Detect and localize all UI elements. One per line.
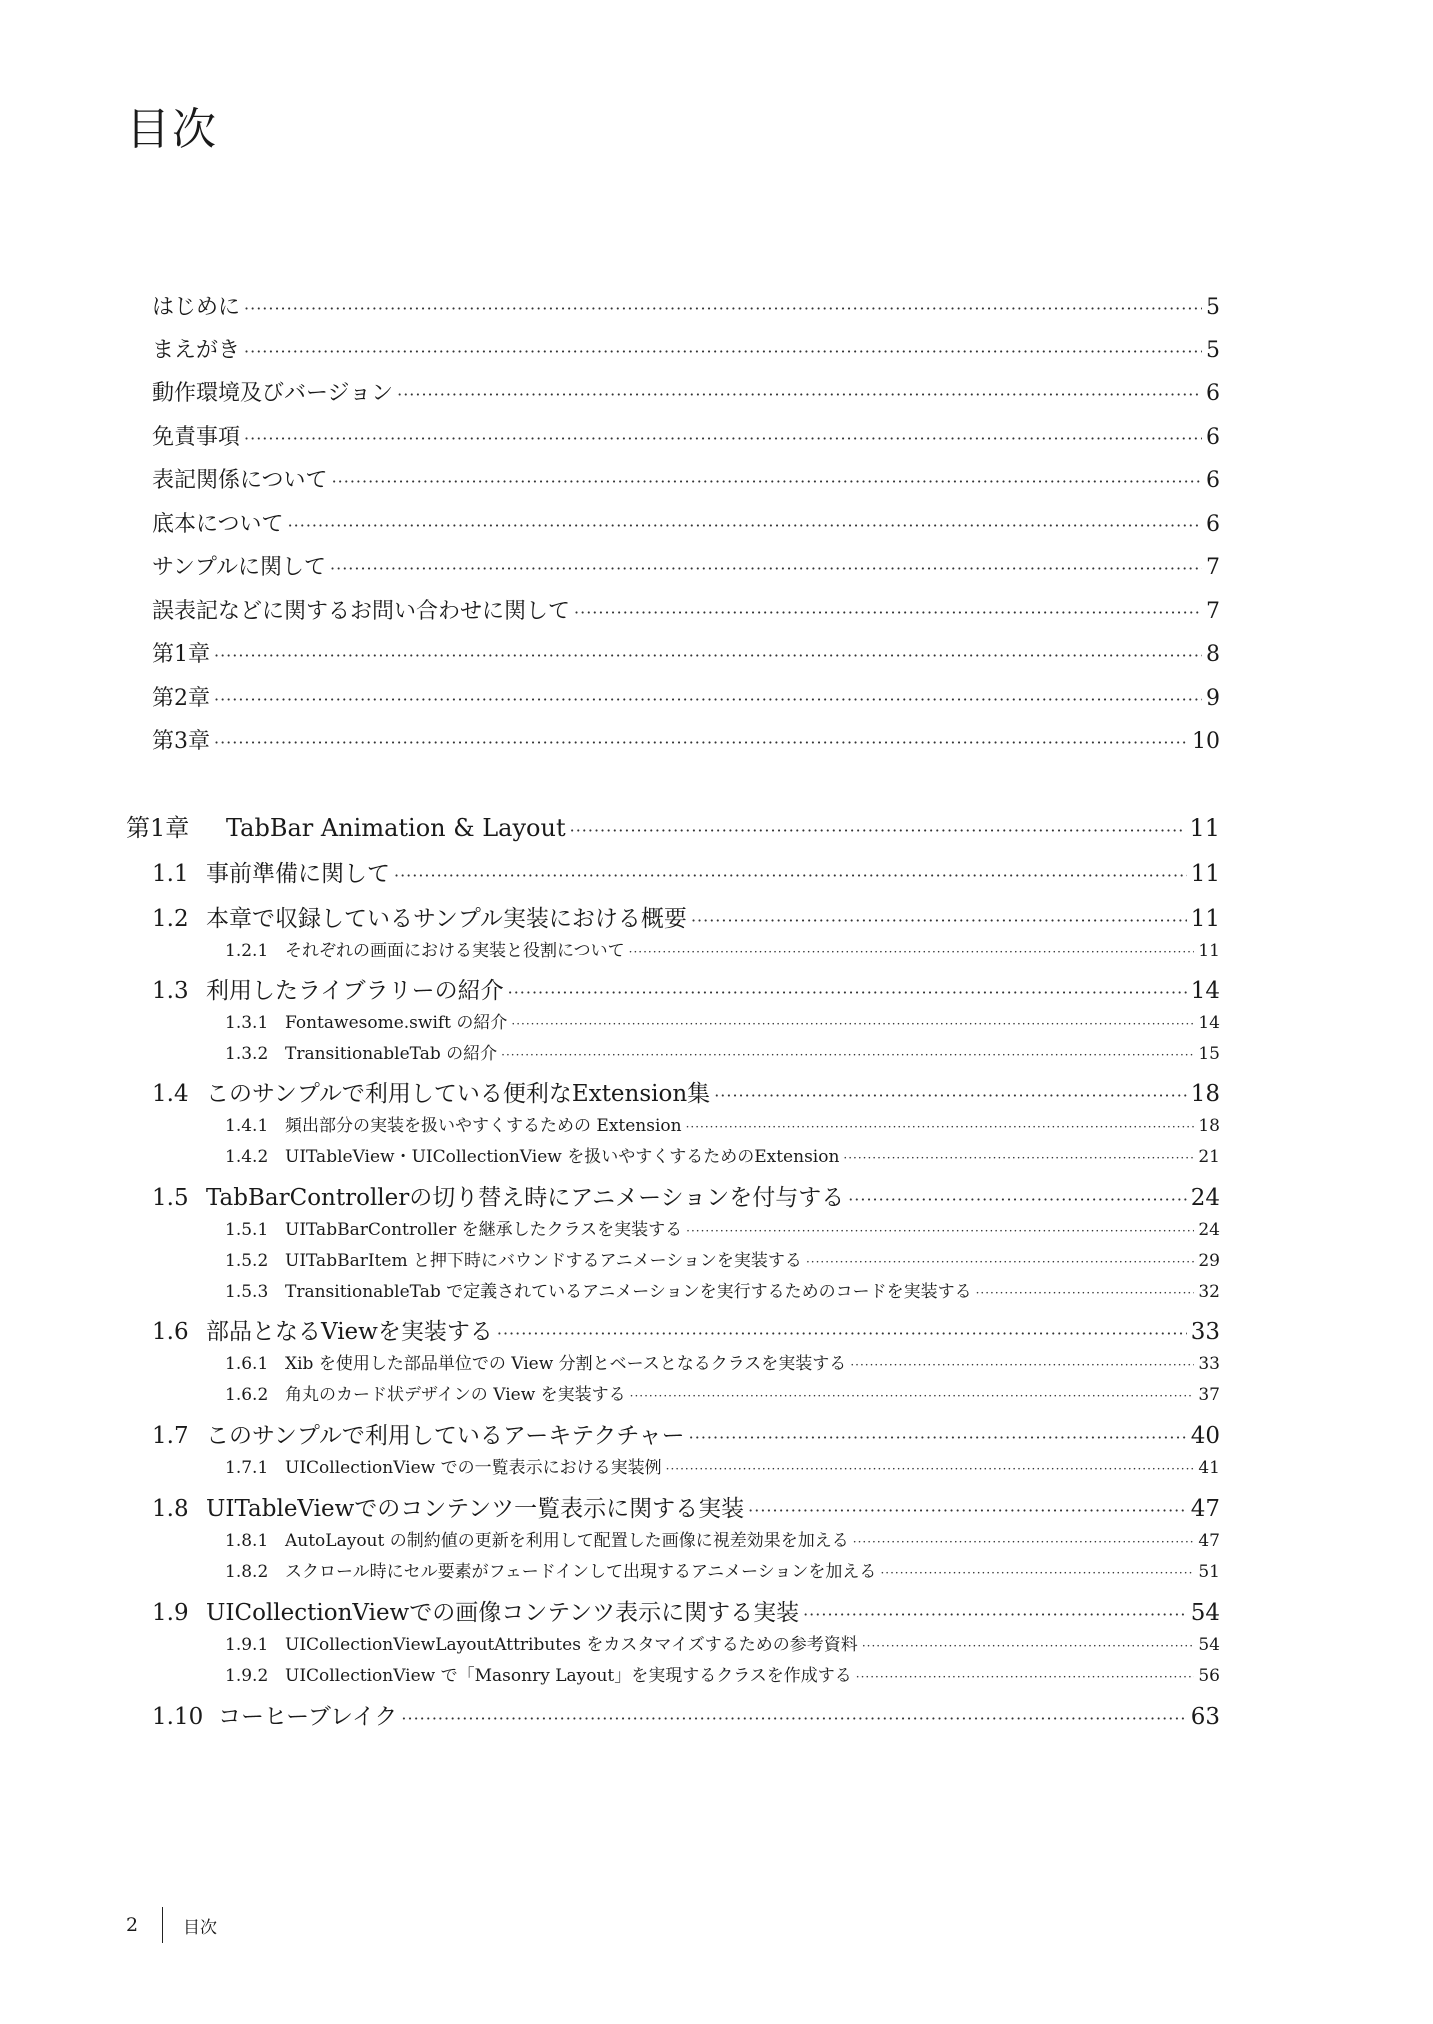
leader-dots xyxy=(689,1428,1187,1447)
toc-subsection[interactable] xyxy=(225,1630,1220,1654)
subsection-number: 1.6.1 xyxy=(225,1354,269,1374)
toc-entry-title: 底本について xyxy=(152,512,284,537)
toc-entry-page: 8 xyxy=(1206,642,1220,667)
toc-entry-title: 免責事項 xyxy=(152,425,241,450)
toc-entry-title: サンプルに関して xyxy=(152,555,327,580)
leader-dots xyxy=(214,690,1202,709)
subsection-number: 1.4.1 xyxy=(225,1116,269,1136)
leader-dots xyxy=(976,1286,1195,1300)
toc-entry-environment[interactable] xyxy=(152,376,1220,406)
subsection-title: UICollectionView での一覧表示における実装例 xyxy=(285,1458,662,1478)
toc-entry-page: 6 xyxy=(1206,468,1220,493)
subsection-title: UITableView・UICollectionView を扱いやすくするためのExtension xyxy=(285,1147,840,1167)
toc-entry-disclaimer[interactable] xyxy=(152,420,1220,450)
leader-dots xyxy=(508,983,1187,1002)
toc-entry-title: 誤表記などに関するお問い合わせに関して xyxy=(152,599,571,624)
subsection-number: 1.5.2 xyxy=(225,1251,269,1271)
subsection-title: UICollectionViewLayoutAttributes をカスタマイズするための参考資料 xyxy=(285,1635,858,1655)
section-number: 1.10 xyxy=(152,1704,204,1730)
section-page: 11 xyxy=(1190,906,1220,932)
toc-section[interactable] xyxy=(152,972,1220,1004)
section-page: 54 xyxy=(1190,1600,1220,1626)
subsection-page: 51 xyxy=(1198,1562,1220,1582)
chapter-page: 11 xyxy=(1189,814,1220,842)
subsection-page: 33 xyxy=(1198,1354,1220,1374)
chapter-title: TabBar Animation & Layout xyxy=(226,814,566,842)
chapter-number: 第1章 xyxy=(126,814,190,842)
leader-dots xyxy=(288,516,1202,535)
toc-entry-hajimeni[interactable] xyxy=(152,290,1220,320)
toc-chapter-heading[interactable] xyxy=(126,808,1220,842)
section-number: 1.4 xyxy=(152,1081,189,1107)
section-page: 40 xyxy=(1190,1423,1220,1449)
section-title: UITableViewでのコンテンツ一覧表示に関する実装 xyxy=(206,1496,745,1522)
subsection-number: 1.9.1 xyxy=(225,1635,269,1655)
toc-entry-title: まえがき xyxy=(152,338,241,363)
subsection-number: 1.8.2 xyxy=(225,1562,269,1582)
section-number: 1.8 xyxy=(152,1496,189,1522)
toc-subsection[interactable] xyxy=(225,1111,1220,1135)
section-page: 47 xyxy=(1190,1496,1220,1522)
subsection-number: 1.3.1 xyxy=(225,1013,269,1033)
toc-section[interactable] xyxy=(152,1698,1220,1730)
subsection-page: 37 xyxy=(1198,1385,1220,1405)
leader-dots xyxy=(880,1566,1194,1580)
subsection-number: 1.8.1 xyxy=(225,1531,269,1551)
toc-entry-page: 6 xyxy=(1206,425,1220,450)
subsection-number: 1.9.2 xyxy=(225,1666,269,1686)
toc-subsection[interactable] xyxy=(225,1526,1220,1550)
footer-divider xyxy=(162,1907,163,1943)
section-page: 14 xyxy=(1190,978,1220,1004)
leader-dots xyxy=(244,342,1202,361)
page-number: 2 xyxy=(126,1914,139,1936)
footer-title: 目次 xyxy=(183,1917,217,1938)
subsection-page: 29 xyxy=(1198,1251,1220,1271)
subsection-title: Xib を使用した部品単位での View 分割とベースとなるクラスを実装する xyxy=(285,1354,847,1374)
subsection-number: 1.3.2 xyxy=(225,1044,269,1064)
leader-dots xyxy=(630,1389,1195,1403)
section-page: 11 xyxy=(1190,861,1220,887)
leader-dots xyxy=(511,1017,1194,1031)
leader-dots xyxy=(497,1324,1187,1343)
toc-section[interactable] xyxy=(152,1313,1220,1345)
toc-subsection[interactable] xyxy=(225,1661,1220,1685)
leader-dots xyxy=(332,472,1202,491)
leader-dots xyxy=(214,646,1202,665)
subsection-page: 54 xyxy=(1198,1635,1220,1655)
toc-entry-page: 7 xyxy=(1206,555,1220,580)
toc-entry-page: 7 xyxy=(1206,599,1220,624)
toc-subsection[interactable] xyxy=(225,1453,1220,1477)
toc-entry-page: 6 xyxy=(1206,381,1220,406)
subsection-page: 11 xyxy=(1198,941,1220,961)
leader-dots xyxy=(244,299,1202,318)
leader-dots xyxy=(862,1639,1195,1653)
toc-subsection[interactable] xyxy=(225,1277,1220,1301)
subsection-page: 24 xyxy=(1198,1220,1220,1240)
section-number: 1.3 xyxy=(152,978,189,1004)
section-number: 1.1 xyxy=(152,861,189,887)
subsection-number: 1.7.1 xyxy=(225,1458,269,1478)
section-title: コーヒーブレイク xyxy=(218,1704,398,1730)
toc-entry-chapter-3[interactable] xyxy=(152,724,1220,754)
section-title: 事前準備に関して xyxy=(206,861,390,887)
leader-dots xyxy=(691,911,1187,930)
leader-dots xyxy=(803,1605,1187,1624)
toc-section[interactable] xyxy=(152,1594,1220,1626)
toc-subsection[interactable] xyxy=(225,1142,1220,1166)
page-footer xyxy=(126,1905,217,1945)
section-title: 利用したライブラリーの紹介 xyxy=(206,978,504,1004)
toc-entry-chapter-2[interactable] xyxy=(152,681,1220,711)
subsection-title: AutoLayout の制約値の更新を利用して配置した画像に視差効果を加える xyxy=(285,1531,849,1551)
subsection-page: 41 xyxy=(1198,1458,1220,1478)
toc-entry-errata[interactable] xyxy=(152,594,1220,624)
subsection-page: 56 xyxy=(1198,1666,1220,1686)
toc-section[interactable] xyxy=(152,1179,1220,1211)
subsection-title: UITabBarItem と押下時にバウンドするアニメーションを実装する xyxy=(285,1251,802,1271)
subsection-title: UITabBarController を継承したクラスを実装する xyxy=(285,1220,683,1240)
section-number: 1.7 xyxy=(152,1423,189,1449)
leader-dots xyxy=(330,559,1202,578)
toc-subsection[interactable] xyxy=(225,1008,1220,1032)
subsection-title: TransitionableTab で定義されているアニメーションを実行するためのコードを実装する xyxy=(285,1282,972,1302)
toc-section[interactable] xyxy=(152,1075,1220,1107)
section-number: 1.5 xyxy=(152,1185,189,1211)
toc-entry-page: 6 xyxy=(1206,512,1220,537)
subsection-number: 1.4.2 xyxy=(225,1147,269,1167)
subsection-page: 15 xyxy=(1198,1044,1220,1064)
subsection-page: 47 xyxy=(1198,1531,1220,1551)
leader-dots xyxy=(666,1462,1195,1476)
subsection-page: 21 xyxy=(1198,1147,1220,1167)
subsection-number: 1.5.1 xyxy=(225,1220,269,1240)
leader-dots xyxy=(401,1709,1186,1728)
toc-entry-page: 5 xyxy=(1206,338,1220,363)
toc-section[interactable] xyxy=(152,900,1220,932)
subsection-title: TransitionableTab の紹介 xyxy=(285,1044,498,1064)
toc-entry-page: 5 xyxy=(1206,295,1220,320)
section-title: このサンプルで利用しているアーキテクチャー xyxy=(206,1423,685,1449)
toc-subsection[interactable] xyxy=(225,1380,1220,1404)
toc-entry-title: 第3章 xyxy=(152,729,210,754)
subsection-title: UICollectionView で「Masonry Layout」を実現するクラスを作成する xyxy=(285,1666,852,1686)
section-page: 24 xyxy=(1190,1185,1220,1211)
subsection-title: それぞれの画面における実装と役割について xyxy=(285,941,625,961)
leader-dots xyxy=(686,1120,1195,1134)
leader-dots xyxy=(714,1086,1187,1105)
section-title: 本章で収録しているサンプル実装における概要 xyxy=(206,906,687,932)
subsection-page: 18 xyxy=(1198,1116,1220,1136)
page-title: 目次 xyxy=(126,104,218,155)
subsection-title: スクロール時にセル要素がフェードインして出現するアニメーションを加える xyxy=(285,1562,877,1582)
toc-entry-page: 9 xyxy=(1206,686,1220,711)
leader-dots xyxy=(856,1670,1195,1684)
toc-entry-chapter-1[interactable] xyxy=(152,637,1220,667)
toc-entry-title: 表記関係について xyxy=(152,468,328,493)
subsection-title: Fontawesome.swift の紹介 xyxy=(285,1013,508,1033)
subsection-title: 頻出部分の実装を扱いやすくするための Extension xyxy=(285,1116,682,1136)
subsection-page: 32 xyxy=(1198,1282,1220,1302)
section-page: 63 xyxy=(1190,1704,1220,1730)
leader-dots xyxy=(570,821,1186,840)
toc-entry-title: 第2章 xyxy=(152,686,210,711)
toc-subsection[interactable] xyxy=(225,1039,1220,1063)
section-title: 部品となるViewを実装する xyxy=(206,1319,493,1345)
leader-dots xyxy=(501,1048,1194,1062)
toc-section[interactable] xyxy=(152,1417,1220,1449)
toc-subsection[interactable] xyxy=(225,1246,1220,1270)
toc-section[interactable] xyxy=(152,1490,1220,1522)
toc-entry-page: 10 xyxy=(1192,729,1220,754)
leader-dots xyxy=(848,1190,1187,1209)
leader-dots xyxy=(574,603,1202,622)
subsection-number: 1.6.2 xyxy=(225,1385,269,1405)
section-number: 1.6 xyxy=(152,1319,189,1345)
section-title: このサンプルで利用している便利なExtension集 xyxy=(206,1081,711,1107)
leader-dots xyxy=(397,385,1202,404)
leader-dots xyxy=(843,1151,1194,1165)
toc-entry-title: 動作環境及びバージョン xyxy=(152,381,394,406)
toc-subsection[interactable] xyxy=(225,1215,1220,1239)
subsection-title: 角丸のカード状デザインの View を実装する xyxy=(285,1385,626,1405)
toc-subsection[interactable] xyxy=(225,936,1220,960)
leader-dots xyxy=(244,429,1202,448)
toc-entry-title: 第1章 xyxy=(152,642,210,667)
toc-entry-samples[interactable] xyxy=(152,550,1220,580)
subsection-page: 14 xyxy=(1198,1013,1220,1033)
section-title: UICollectionViewでの画像コンテンツ表示に関する実装 xyxy=(206,1600,800,1626)
toc-entry-original[interactable] xyxy=(152,507,1220,537)
section-number: 1.9 xyxy=(152,1600,189,1626)
section-page: 18 xyxy=(1190,1081,1220,1107)
leader-dots xyxy=(853,1535,1195,1549)
section-number: 1.2 xyxy=(152,906,189,932)
leader-dots xyxy=(806,1255,1194,1269)
subsection-number: 1.2.1 xyxy=(225,941,269,961)
toc-entry-notation[interactable] xyxy=(152,463,1220,493)
leader-dots xyxy=(214,733,1188,752)
leader-dots xyxy=(686,1224,1194,1238)
toc-subsection[interactable] xyxy=(225,1557,1220,1581)
section-page: 33 xyxy=(1190,1319,1220,1345)
toc-section[interactable] xyxy=(152,855,1220,887)
toc-entry-maegaki[interactable] xyxy=(152,333,1220,363)
toc-entry-title: はじめに xyxy=(152,295,241,320)
section-title: TabBarControllerの切り替え時にアニメーションを付与する xyxy=(206,1185,845,1211)
toc-subsection[interactable] xyxy=(225,1349,1220,1373)
leader-dots xyxy=(394,866,1187,885)
subsection-number: 1.5.3 xyxy=(225,1282,269,1302)
leader-dots xyxy=(748,1501,1187,1520)
leader-dots xyxy=(850,1358,1194,1372)
leader-dots xyxy=(629,945,1195,959)
